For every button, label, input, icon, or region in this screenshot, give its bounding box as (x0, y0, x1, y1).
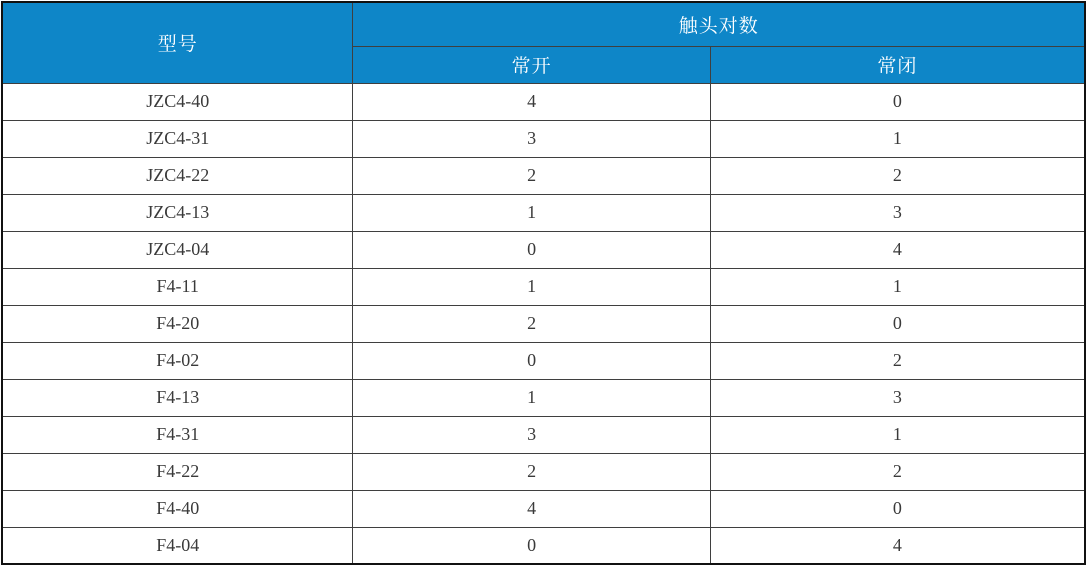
table-row (2, 83, 1085, 120)
table-row (2, 231, 1085, 268)
model-cell: F4-31 (2, 416, 353, 453)
nc-cell: 2 (710, 157, 1085, 194)
table-row (2, 490, 1085, 527)
model-cell: JZC4-04 (2, 231, 353, 268)
nc-cell: 0 (710, 83, 1085, 120)
header-normally-closed: 常闭 (710, 46, 1085, 83)
table-body (2, 83, 1085, 564)
nc-cell: 1 (710, 120, 1085, 157)
model-cell: JZC4-40 (2, 83, 353, 120)
table-row (2, 268, 1085, 305)
table-row (2, 342, 1085, 379)
header-contact-pairs-group: 触头对数 (353, 2, 1085, 46)
no-cell: 1 (353, 268, 710, 305)
model-cell: F4-20 (2, 305, 353, 342)
nc-cell: 3 (710, 379, 1085, 416)
no-cell: 2 (353, 453, 710, 490)
nc-cell: 0 (710, 490, 1085, 527)
header-model: 型号 (2, 2, 353, 83)
no-cell: 1 (353, 379, 710, 416)
table-row (2, 379, 1085, 416)
model-cell: F4-40 (2, 490, 353, 527)
table-row (2, 120, 1085, 157)
no-cell: 0 (353, 342, 710, 379)
no-cell: 1 (353, 194, 710, 231)
nc-cell: 0 (710, 305, 1085, 342)
nc-cell: 4 (710, 231, 1085, 268)
model-cell: JZC4-31 (2, 120, 353, 157)
no-cell: 2 (353, 305, 710, 342)
nc-cell: 2 (710, 453, 1085, 490)
nc-cell: 4 (710, 527, 1085, 564)
no-cell: 2 (353, 157, 710, 194)
no-cell: 0 (353, 527, 710, 564)
table-row (2, 157, 1085, 194)
model-cell: F4-13 (2, 379, 353, 416)
no-cell: 4 (353, 83, 710, 120)
table-row (2, 453, 1085, 490)
table-row (2, 416, 1085, 453)
table-row (2, 527, 1085, 564)
contact-pairs-table (1, 1, 1086, 565)
no-cell: 3 (353, 120, 710, 157)
model-cell: F4-22 (2, 453, 353, 490)
model-cell: JZC4-22 (2, 157, 353, 194)
model-cell: F4-11 (2, 268, 353, 305)
no-cell: 0 (353, 231, 710, 268)
header-row-group (2, 2, 1085, 46)
no-cell: 4 (353, 490, 710, 527)
nc-cell: 1 (710, 416, 1085, 453)
nc-cell: 3 (710, 194, 1085, 231)
table-row (2, 194, 1085, 231)
nc-cell: 1 (710, 268, 1085, 305)
no-cell: 3 (353, 416, 710, 453)
table-row (2, 305, 1085, 342)
table-header (2, 2, 1085, 83)
model-cell: JZC4-13 (2, 194, 353, 231)
model-cell: F4-04 (2, 527, 353, 564)
model-cell: F4-02 (2, 342, 353, 379)
nc-cell: 2 (710, 342, 1085, 379)
header-normally-open: 常开 (353, 46, 710, 83)
